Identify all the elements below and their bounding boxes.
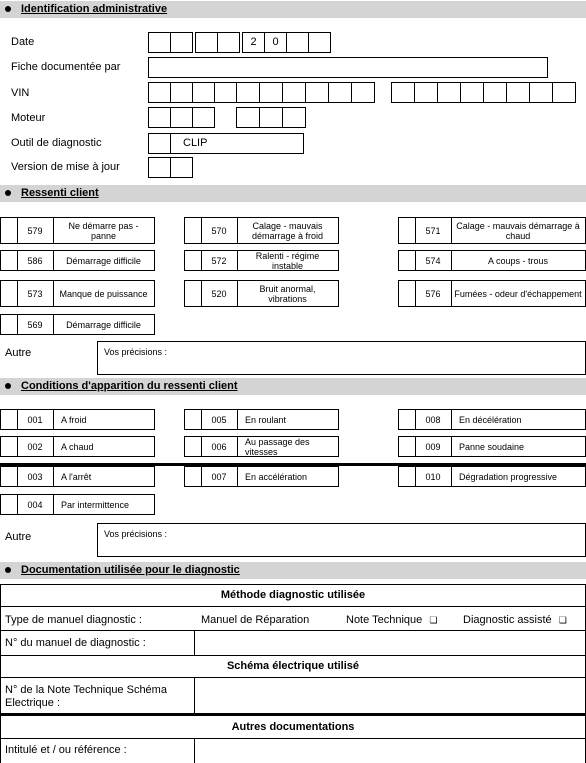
version-cell-2[interactable] bbox=[170, 157, 193, 178]
checkbox-icon[interactable] bbox=[1, 281, 18, 306]
option-label: Panne soudaine bbox=[459, 441, 525, 452]
option-code: 006 bbox=[201, 437, 238, 456]
moteur-group-1-cell[interactable] bbox=[170, 107, 193, 128]
date-cell[interactable] bbox=[148, 32, 171, 53]
option-label: Dégradation progressive bbox=[459, 471, 558, 482]
outil-cell-1[interactable] bbox=[148, 133, 171, 154]
client-option-572[interactable] bbox=[184, 250, 339, 271]
option-code: 570 bbox=[201, 218, 238, 243]
option-code: 579 bbox=[17, 218, 54, 243]
option-code: 005 bbox=[201, 410, 238, 429]
condition-option-005[interactable] bbox=[184, 409, 339, 430]
option-label: Fumées - odeur d'échappement bbox=[454, 288, 582, 299]
option-code: 007 bbox=[201, 467, 238, 486]
checkbox-icon[interactable] bbox=[399, 218, 416, 243]
vin-group-1-cell[interactable] bbox=[214, 82, 237, 103]
table-border bbox=[0, 584, 1, 763]
date-cell[interactable] bbox=[195, 32, 218, 53]
checkbox-icon[interactable] bbox=[1, 315, 18, 334]
vin-group-3-cell[interactable] bbox=[529, 82, 553, 103]
numero-manuel-label: N° du manuel de diagnostic : bbox=[5, 637, 146, 649]
client-option-586[interactable] bbox=[0, 250, 155, 271]
option-label: Calage - mauvais démarrage à froid bbox=[251, 220, 324, 241]
note-technique-input[interactable] bbox=[194, 678, 586, 714]
checkbox-icon[interactable] bbox=[1, 251, 18, 270]
moteur-group-2-cell[interactable] bbox=[259, 107, 283, 128]
client-option-576[interactable] bbox=[398, 280, 586, 307]
numero-manuel-input[interactable] bbox=[194, 631, 586, 656]
option-code: 002 bbox=[17, 437, 54, 456]
client-option-569[interactable] bbox=[0, 314, 155, 335]
section-title-client: Ressenti client bbox=[21, 187, 99, 199]
outil-label: Outil de diagnostic bbox=[11, 137, 102, 149]
moteur-group-2-cell[interactable] bbox=[282, 107, 306, 128]
option-code: 004 bbox=[17, 495, 54, 514]
table-border bbox=[194, 677, 195, 714]
client-option-579[interactable] bbox=[0, 217, 155, 244]
fiche-input[interactable] bbox=[148, 57, 548, 78]
vin-group-3-cell[interactable] bbox=[414, 82, 438, 103]
autres-title: Autres documentations bbox=[231, 721, 355, 733]
option-label: Ralenti - régime instable bbox=[255, 250, 320, 271]
option-code: 010 bbox=[415, 467, 452, 486]
vin-label: VIN bbox=[11, 87, 30, 99]
methode-title: Méthode diagnostic utilisée bbox=[220, 589, 366, 601]
option-label: Calage - mauvais démarrage à chaud bbox=[456, 220, 580, 241]
option-label: A chaud bbox=[61, 441, 94, 452]
fiche-label: Fiche documentée par bbox=[11, 61, 121, 73]
option-label: A coups - trous bbox=[487, 255, 549, 266]
bullet-icon bbox=[5, 383, 11, 389]
autre-label-conditions: Autre bbox=[5, 531, 32, 543]
vin-group-1-cell[interactable] bbox=[170, 82, 193, 103]
condition-option-002[interactable] bbox=[0, 436, 155, 457]
option-label: Bruit anormal, vibrations bbox=[259, 283, 316, 304]
bullet-icon bbox=[5, 190, 11, 196]
option-code: 569 bbox=[17, 315, 54, 334]
option-label: En roulant bbox=[245, 414, 287, 425]
date-cell[interactable]: 0 bbox=[264, 32, 287, 53]
option-label: A froid bbox=[61, 414, 87, 425]
checkbox-icon[interactable] bbox=[399, 410, 416, 429]
moteur-group-1-cell[interactable] bbox=[148, 107, 171, 128]
schema-title: Schéma électrique utilisé bbox=[226, 660, 360, 672]
option-label: En décélération bbox=[459, 414, 522, 425]
option-code: 008 bbox=[415, 410, 452, 429]
checkbox-icon[interactable] bbox=[399, 437, 416, 456]
condition-option-001[interactable] bbox=[0, 409, 155, 430]
checkbox-icon[interactable] bbox=[1, 437, 18, 456]
option-code: 520 bbox=[201, 281, 238, 306]
condition-option-009[interactable] bbox=[398, 436, 586, 457]
checkbox-icon[interactable] bbox=[185, 467, 202, 486]
option-label: Ne démarre pas - panne bbox=[68, 220, 139, 241]
separator-line bbox=[0, 463, 586, 466]
option-label: A l'arrêt bbox=[61, 471, 92, 482]
option-diagnostic-assiste[interactable] bbox=[463, 614, 567, 626]
checkbox-icon[interactable] bbox=[399, 251, 416, 270]
option-diagnostic-assiste-label: Diagnostic assisté bbox=[463, 614, 552, 626]
table-border bbox=[194, 738, 195, 763]
option-code: 573 bbox=[17, 281, 54, 306]
option-label: Par intermittence bbox=[61, 499, 130, 510]
option-code: 576 bbox=[415, 281, 452, 306]
checkbox-icon[interactable] bbox=[1, 410, 18, 429]
vin-group-2-cell[interactable] bbox=[236, 82, 260, 103]
date-label: Date bbox=[11, 36, 35, 48]
bullet-icon bbox=[5, 567, 11, 573]
moteur-group-1-cell[interactable] bbox=[192, 107, 215, 128]
outil-value[interactable]: CLIP bbox=[170, 133, 304, 154]
vin-group-3-cell[interactable] bbox=[552, 82, 576, 103]
vin-group-3-cell[interactable] bbox=[506, 82, 530, 103]
condition-option-006[interactable] bbox=[184, 436, 339, 457]
table-border-thick bbox=[0, 713, 586, 716]
vin-group-3-cell[interactable] bbox=[437, 82, 461, 103]
vin-group-3-cell[interactable] bbox=[460, 82, 484, 103]
date-cell[interactable] bbox=[286, 32, 309, 53]
option-manuel-reparation[interactable]: Manuel de Réparation bbox=[201, 614, 310, 626]
option-code: 009 bbox=[415, 437, 452, 456]
checkbox-icon[interactable] bbox=[1, 218, 18, 243]
option-code: 572 bbox=[201, 251, 238, 270]
option-code: 003 bbox=[17, 467, 54, 486]
section-title-admin: Identification administrative bbox=[21, 3, 168, 15]
option-label: En accélération bbox=[245, 471, 308, 482]
checkbox-icon[interactable]: ❏ bbox=[429, 615, 438, 625]
condition-option-003[interactable] bbox=[0, 466, 155, 487]
checkbox-icon[interactable] bbox=[399, 467, 416, 486]
table-border bbox=[194, 630, 195, 656]
vin-group-2-cell[interactable] bbox=[351, 82, 375, 103]
condition-option-008[interactable] bbox=[398, 409, 586, 430]
option-label: Démarrage difficile bbox=[66, 319, 141, 330]
vin-group-3-cell[interactable] bbox=[483, 82, 507, 103]
intitule-label: Intitulé et / ou référence : bbox=[5, 744, 127, 756]
date-cell[interactable] bbox=[308, 32, 331, 53]
section-title-conditions: Conditions d'apparition du ressenti client bbox=[21, 380, 238, 392]
date-cell[interactable] bbox=[217, 32, 240, 53]
client-option-574[interactable] bbox=[398, 250, 586, 271]
client-option-520[interactable] bbox=[184, 280, 339, 307]
checkbox-icon[interactable] bbox=[1, 495, 18, 514]
checkbox-icon[interactable] bbox=[185, 251, 202, 270]
option-code: 001 bbox=[17, 410, 54, 429]
checkbox-icon[interactable] bbox=[185, 437, 202, 456]
table-border bbox=[0, 584, 586, 585]
date-cell[interactable]: 2 bbox=[242, 32, 265, 53]
condition-option-004[interactable] bbox=[0, 494, 155, 515]
bullet-icon bbox=[5, 6, 11, 12]
type-manuel-label: Type de manuel diagnostic : bbox=[5, 614, 142, 626]
checkbox-icon[interactable] bbox=[399, 281, 416, 306]
client-option-573[interactable] bbox=[0, 280, 155, 307]
autre-label-client: Autre bbox=[5, 347, 32, 359]
date-cell[interactable] bbox=[170, 32, 193, 53]
option-label: Au passage des vitesses bbox=[245, 436, 310, 457]
client-option-570[interactable] bbox=[184, 217, 339, 244]
checkbox-icon[interactable] bbox=[1, 467, 18, 486]
option-label: Manque de puissance bbox=[59, 288, 148, 299]
vin-group-3-cell[interactable] bbox=[391, 82, 415, 103]
section-title-documentation: Documentation utilisée pour le diagnostic bbox=[21, 564, 240, 576]
vin-group-2-cell[interactable] bbox=[259, 82, 283, 103]
option-code: 571 bbox=[415, 218, 452, 243]
note-technique-label-line1: N° de la Note Technique Schéma bbox=[5, 684, 167, 696]
version-label: Version de mise à jour bbox=[11, 161, 120, 173]
table-border bbox=[0, 606, 586, 607]
checkbox-icon[interactable] bbox=[185, 281, 202, 306]
client-option-571[interactable] bbox=[398, 217, 586, 244]
vin-group-2-cell[interactable] bbox=[305, 82, 329, 103]
version-cell-1[interactable] bbox=[148, 157, 171, 178]
checkbox-icon[interactable]: ❏ bbox=[558, 615, 567, 625]
note-technique-label-line2: Electrique : bbox=[5, 697, 61, 709]
vin-group-2-cell[interactable] bbox=[328, 82, 352, 103]
option-code: 574 bbox=[415, 251, 452, 270]
option-code: 586 bbox=[17, 251, 54, 270]
option-note-technique-label: Note Technique bbox=[346, 614, 423, 626]
precisions-input-client[interactable]: Vos précisions : bbox=[97, 341, 586, 375]
precisions-input-conditions[interactable]: Vos précisions : bbox=[97, 523, 586, 557]
intitule-input[interactable] bbox=[194, 739, 586, 763]
option-note-technique[interactable] bbox=[346, 614, 437, 626]
moteur-group-2-cell[interactable] bbox=[236, 107, 260, 128]
checkbox-icon[interactable] bbox=[185, 218, 202, 243]
moteur-label: Moteur bbox=[11, 112, 46, 124]
condition-option-007[interactable] bbox=[184, 466, 339, 487]
vin-group-2-cell[interactable] bbox=[282, 82, 306, 103]
vin-group-1-cell[interactable] bbox=[192, 82, 215, 103]
checkbox-icon[interactable] bbox=[185, 410, 202, 429]
table-border bbox=[0, 655, 586, 656]
condition-option-010[interactable] bbox=[398, 466, 586, 487]
vin-group-1-cell[interactable] bbox=[148, 82, 171, 103]
option-label: Démarrage difficile bbox=[66, 255, 141, 266]
